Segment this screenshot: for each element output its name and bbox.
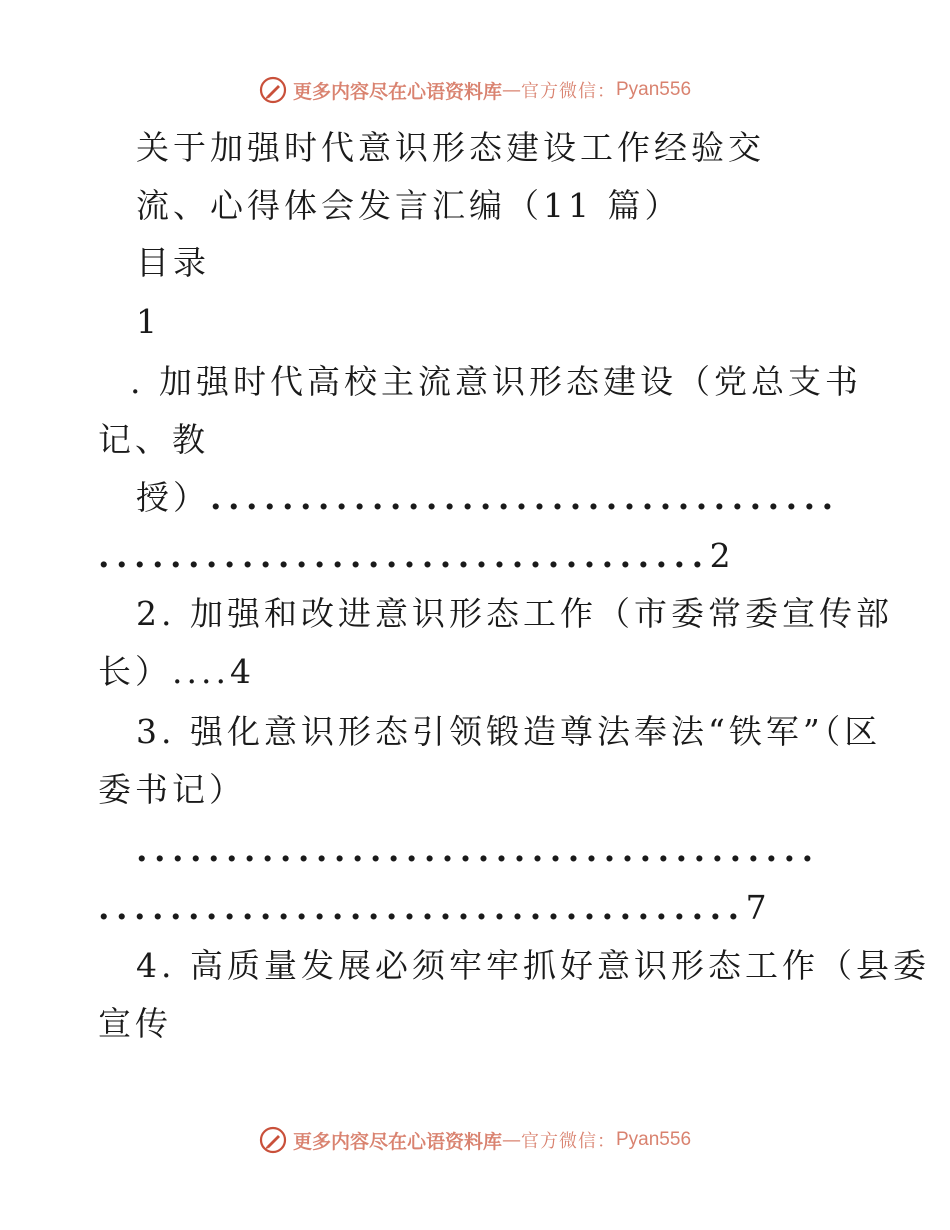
toc-heading: 目录: [136, 243, 210, 282]
toc-item-2-text: 长）....: [98, 652, 230, 691]
toc-item-1-line-3: [136, 478, 840, 518]
toc-item-2-line-1: 2. 加强和改进意识形态工作（市委常委宣传部: [136, 594, 893, 633]
banner-separator: —: [502, 1129, 521, 1151]
pen-logo-icon: [259, 76, 287, 104]
doc-title-line-1: 关于加强时代意识形态建设工作经验交: [136, 128, 765, 167]
toc-item-3-line-2: 委书记）: [98, 770, 246, 809]
header-banner: [0, 70, 950, 110]
banner-brand-text: 更多内容尽在心语资料库: [292, 80, 502, 103]
banner-brand-text: 更多内容尽在心语资料库: [292, 1130, 502, 1153]
toc-item-3-line-1: 3. 强化意识形态引领锻造尊法奉法“铁军”（区: [136, 712, 882, 751]
toc-item-1-leader-a: ...................................: [210, 478, 840, 517]
banner-wechat-id: Pyan556: [616, 79, 692, 100]
toc-item-1-line-1: . 加强时代高校主流意识形态建设（党总支书: [130, 362, 862, 401]
toc-item-3-leader-a: ......................................: [136, 830, 820, 869]
doc-title-line-2: 流、心得体会发言汇编（11 篇）: [136, 186, 682, 225]
banner-wechat-label: 官方微信：: [521, 81, 616, 102]
toc-item-1-page: 2: [709, 536, 731, 575]
toc-item-1-leader-line: [98, 536, 731, 576]
toc-item-2-line-2: [98, 652, 255, 692]
banner-wechat-label: 官方微信：: [521, 1131, 616, 1152]
toc-item-2-page: 4: [229, 652, 255, 691]
toc-item-3-leader-b: ....................................: [98, 888, 746, 927]
banner-wechat-id: Pyan556: [616, 1129, 692, 1150]
toc-item-1-line-2: 记、教: [98, 420, 209, 459]
footer-banner: [0, 1120, 950, 1160]
toc-item-1-number: 1: [136, 302, 161, 341]
toc-item-3-leader-line: [98, 888, 767, 928]
toc-item-3-page: 7: [745, 888, 767, 927]
toc-item-4-line-1: 4. 高质量发展必须牢牢抓好意识形态工作（县委: [136, 946, 930, 985]
toc-item-1-text: 授）: [136, 478, 210, 517]
toc-item-1-leader-b: ..................................: [98, 536, 710, 575]
pen-logo-icon: [259, 1126, 287, 1154]
toc-item-4-line-2: 宣传: [98, 1004, 172, 1043]
banner-separator: —: [502, 79, 521, 101]
